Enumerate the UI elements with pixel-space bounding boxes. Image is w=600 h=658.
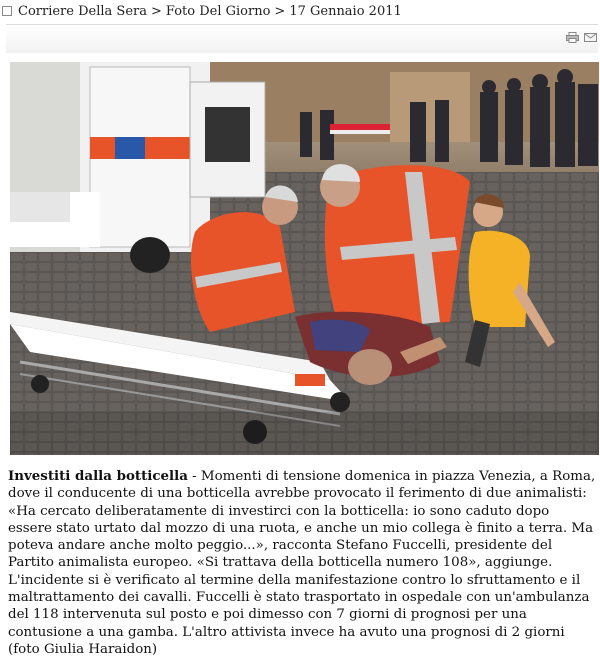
print-icon[interactable] [566,32,579,43]
breadcrumb-separator: > [274,3,286,19]
breadcrumb-item-corriere[interactable]: Corriere Della Sera [18,3,147,19]
breadcrumb-item-foto-del-giorno[interactable]: Foto Del Giorno [165,3,271,19]
mail-icon[interactable] [584,32,597,43]
caption-headline: Investiti dalla botticella [8,468,188,484]
photo-illustration [10,62,599,455]
breadcrumb-item-date: 17 Gennaio 2011 [289,3,402,19]
caption-body: - Momenti di tensione domenica in piazza Venezia, a Roma, dove il conducente di una botticella avrebbe provocato il ferimento di due animalisti: «Ha cercato deliberatamente di investirci con la botticella: io sono caduto dopo essere stato urtato dal mozzo di una ruota, e anche un mio collega è finito a terra. Ma poteva andare anche molto peggio...», racconta Stefano Fuccelli, presidente del Partito animalista europeo. «Si trattava della botticella numero 108», aggiunge. L'incidente si è verificato al termine della manifestazione contro lo sfruttamento e il maltrattamento dei cavalli. Fuccelli è stato trasportato in ospedale con un'ambulanza del 118 intervenuta sul posto e poi dimesso con 7 giorni di prognosi per una contusione a una gamba. L'altro attivista invece ha avuto una prognosi di 2 giorni (foto Giulia Haraidon) [8,469,596,657]
paramedic-center [320,164,470,327]
news-photo [10,62,599,455]
photo-caption [8,468,596,658]
breadcrumb-separator: > [150,3,162,19]
breadcrumb [0,0,600,22]
article-toolbar [6,24,598,53]
favicon-icon [2,6,12,16]
